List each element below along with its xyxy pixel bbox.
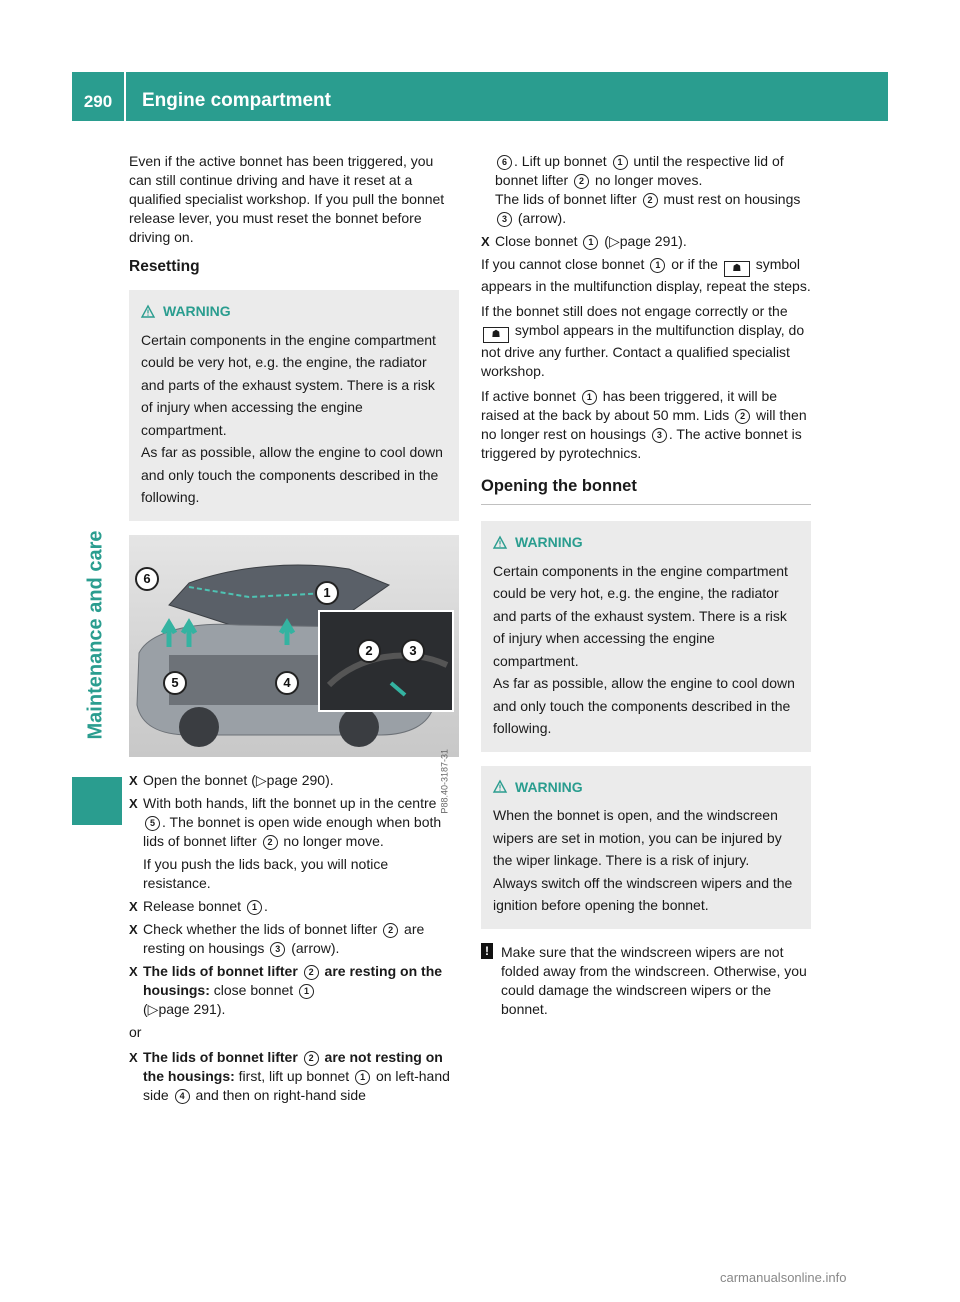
number-1-icon: 1	[613, 155, 628, 170]
page-number: 290	[72, 72, 126, 121]
step-bullet: X	[129, 795, 138, 811]
footer-watermark: carmanualsonline.info	[720, 1270, 847, 1285]
paragraph: If you cannot close bonnet 1 or if the ☗ symbol appears in the multifunction display, repeat the steps.	[481, 256, 811, 294]
page-reference-link[interactable]: page 291	[619, 233, 679, 249]
page-reference-link[interactable]: page 290	[266, 771, 326, 788]
step-bullet: X	[481, 234, 490, 249]
step-lift-bonnet: X With both hands, lift the bonnet up in the centre 5 . The bonnet is open wide enough when both lids of bonnet lifter 2 no longer move.	[129, 794, 442, 849]
number-1-icon: 1	[299, 984, 314, 999]
warning-title: WARNING	[141, 300, 447, 323]
paragraph: If active bonnet 1 has been triggered, it will be raised at the back by about 50 mm. Lids 2 will then no longer rest on housings 3 . The active bonnet is triggered by pyrotechnics.	[481, 388, 807, 461]
warning-text: Certain components in the engine compartment could be very hot, e.g. the engine, the radiator and parts of the exhaust system. There is a risk of injury when accessing the engine compartment.	[141, 331, 436, 438]
page-ref-arrow-icon: ▷	[608, 233, 620, 249]
page-reference-link[interactable]: page 291	[158, 1000, 217, 1017]
number-2-icon: 2	[263, 835, 278, 850]
warning-box-hot-components	[481, 521, 811, 752]
step-note: If you push the lids back, you will notice resistance.	[143, 855, 389, 891]
section-heading-opening-bonnet: Opening the bonnet	[481, 477, 811, 505]
step-release-bonnet: X Release bonnet 1 .	[129, 897, 268, 914]
number-2-icon: 2	[643, 193, 658, 208]
step-bullet: X	[129, 772, 138, 788]
warning-box	[129, 290, 459, 521]
exclamation-icon: !	[481, 943, 493, 959]
warning-text: As far as possible, allow the engine to cool down and only touch the components described in the following.	[493, 675, 795, 736]
number-6-icon: 6	[497, 155, 512, 170]
page-ref-arrow-icon: ▷	[255, 771, 267, 788]
number-5-icon: 5	[145, 816, 160, 831]
callout-3: 3	[401, 639, 425, 663]
number-2-icon: 2	[574, 174, 589, 189]
paragraph: If the bonnet still does not engage correctly or the ☗ symbol appears in the multifunction display, do not drive any further. Contact a qualified specialist workshop.	[481, 303, 805, 379]
number-3-icon: 3	[497, 212, 512, 227]
damage-note: ! Make sure that the windscreen wipers are not folded away from the windscreen. Otherwise, you could damage the windscreen wipers or the bonnet.	[481, 943, 811, 1019]
or-text: or	[129, 1023, 142, 1040]
callout-4: 4	[275, 671, 299, 695]
step-lids-resting: X The lids of bonnet lifter 2 are resting on the housings: close bonnet 1 (▷page 291).	[129, 962, 443, 1017]
number-1-icon: 1	[583, 235, 598, 250]
number-3-icon: 3	[652, 428, 667, 443]
subheading-resetting: Resetting	[129, 258, 200, 275]
sidebar-section-label: Maintenance and care	[84, 530, 107, 740]
step-open-bonnet: X Open the bonnet (▷page 290).	[129, 771, 334, 788]
image-code: P88.40-3187-31	[440, 748, 450, 814]
page-title: Engine compartment	[142, 90, 331, 111]
number-1-icon: 1	[650, 258, 665, 273]
step-continuation: 6 . Lift up bonnet 1 until the respective lid of bonnet lifter 2 no longer moves. The lids of bonnet lifter 2 must rest on housings 3 (arrow).	[495, 153, 801, 226]
number-2-icon: 2	[735, 409, 750, 424]
warning-text: When the bonnet is open, and the windscreen wipers are set in motion, you can be injured by the wiper linkage. There is a risk of injury.	[493, 807, 782, 868]
callout-2: 2	[357, 639, 381, 663]
car-warning-icon: ☗	[724, 261, 750, 277]
step-close-bonnet: X Close bonnet 1 (▷page 291).	[481, 233, 687, 249]
warning-triangle-icon	[493, 780, 507, 793]
step-check-lids: X Check whether the lids of bonnet lifter 2 are resting on housings 3 (arrow).	[129, 920, 425, 956]
page-header	[72, 72, 888, 121]
number-2-icon: 2	[304, 1051, 319, 1066]
step-bullet: X	[129, 963, 138, 979]
number-1-icon: 1	[247, 900, 262, 915]
step-lids-not-resting: X The lids of bonnet lifter 2 are not resting on the housings: first, lift up bonnet 1 on left-hand side 4 and then on right-hand side	[129, 1048, 450, 1103]
warning-text: Certain components in the engine compartment could be very hot, e.g. the engine, the radiator and parts of the exhaust system. There is a risk of injury when accessing the engine compartment.	[493, 562, 788, 669]
car-warning-icon: ☗	[483, 327, 509, 343]
warning-title: WARNING	[493, 776, 799, 799]
warning-triangle-icon	[141, 305, 155, 318]
intro-paragraph: Even if the active bonnet has been triggered, you can still continue driving and have it reset at a qualified specialist workshop. If you pull the bonnet release lever, you must reset the bonnet before driving on.	[129, 153, 445, 245]
callout-1: 1	[315, 581, 339, 605]
warning-triangle-icon	[493, 536, 507, 549]
warning-text: Always switch off the windscreen wipers and the ignition before opening the bonnet.	[493, 874, 793, 913]
left-column	[129, 152, 459, 1109]
step-bullet: X	[129, 921, 138, 937]
page-ref-arrow-icon: ▷	[147, 1000, 159, 1017]
step-bullet: X	[129, 898, 138, 914]
warning-text: As far as possible, allow the engine to cool down and only touch the components described in the following.	[141, 444, 443, 505]
warning-title: WARNING	[493, 531, 799, 554]
number-3-icon: 3	[270, 942, 285, 957]
number-1-icon: 1	[582, 390, 597, 405]
section-tab-marker	[72, 777, 122, 825]
step-bullet: X	[129, 1049, 138, 1065]
callout-6: 6	[135, 567, 159, 591]
right-column	[481, 152, 811, 1019]
warning-box-wipers	[481, 766, 811, 929]
number-1-icon: 1	[355, 1070, 370, 1085]
number-2-icon: 2	[383, 923, 398, 938]
number-4-icon: 4	[175, 1089, 190, 1104]
callout-5: 5	[163, 671, 187, 695]
number-2-icon: 2	[304, 965, 319, 980]
